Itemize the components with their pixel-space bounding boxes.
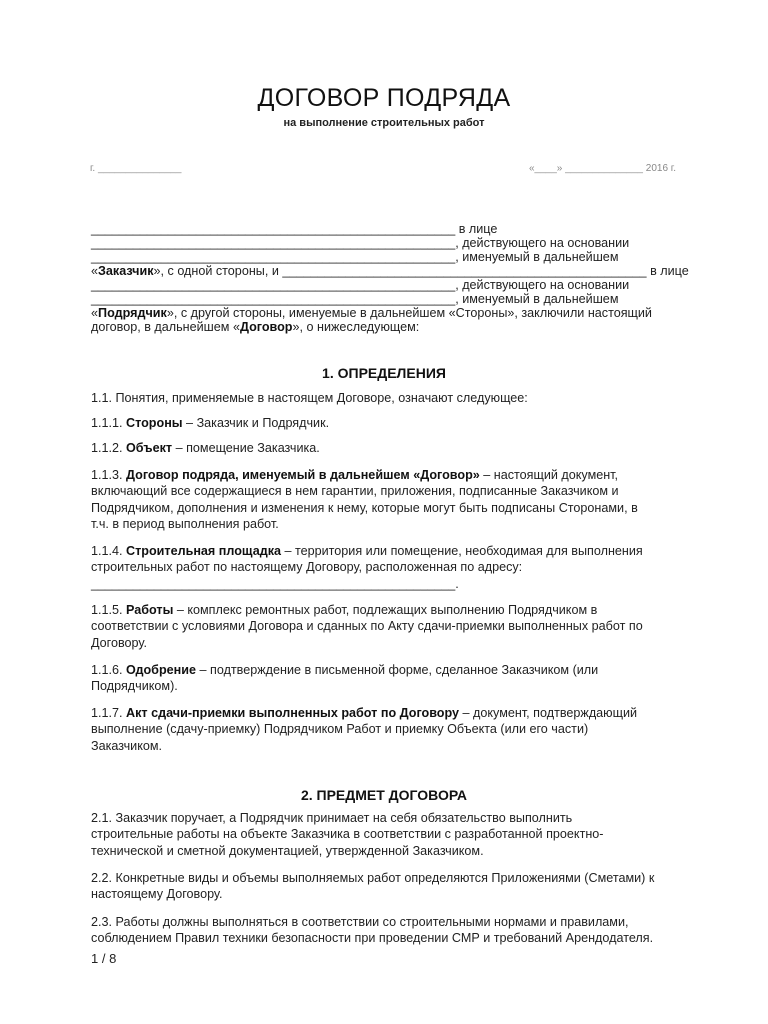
clause-1-1-4: 1.1.4. Строительная площадка – территория или помещение, необходимая для выполнения строительных работ по настоящему Договору, расположенная по адресу: ____________________________________________________. [91, 544, 643, 591]
preamble-line: договор, в дальнейшем «Договор», о нижеследующем: [91, 320, 420, 334]
preamble-line: «Подрядчик», с другой стороны, именуемые в дальнейшем «Стороны», заключили настоящий [91, 306, 652, 320]
clause-2-2: 2.2. Конкретные виды и объемы выполняемых работ определяются Приложениями (Сметами) к настоящему Договору. [91, 871, 655, 902]
clause-1-1-2: 1.1.2. Объект – помещение Заказчика. [91, 441, 320, 455]
contractor-term: Подрядчик [98, 306, 167, 320]
contract-term: Договор [239, 320, 293, 334]
preamble-line: ____________________________________________________ в лице [91, 222, 498, 236]
preamble-line: ____________________________________________________, действующего на основании [91, 278, 630, 292]
clause-1-1-7: 1.1.7. Акт сдачи-приемки выполненных работ по Договору – документ, подтверждающий выполнение (сдачу-приемку) Подрядчиком Работ и приемку Объекта (или его части) Заказчиком. [91, 706, 638, 753]
preamble-line: «Заказчик», с одной стороны, и ____________________________________________________ в лице [91, 264, 689, 278]
clause-1-1: 1.1. Понятия, применяемые в настоящем Договоре, означают следующее: [91, 391, 528, 405]
clause-2-3: 2.3. Работы должны выполняться в соответствии со строительными нормами и правилами, соблюдением Правил техники безопасности при проведении СМР и требований Арендодателя. [91, 915, 654, 946]
preamble-line: ____________________________________________________, именуемый в дальнейшем [91, 292, 619, 306]
clause-1-1-5: 1.1.5. Работы – комплекс ремонтных работ, подлежащих выполнению Подрядчиком в соответствии с условиями Договора и сданных по Акту сдачи-приемки выполненных работ по Договору. [91, 603, 643, 650]
preamble-line: ____________________________________________________, действующего на основании [91, 236, 630, 250]
clause-1-1-1: 1.1.1. Стороны – Заказчик и Подрядчик. [91, 416, 330, 430]
page-number: 1 / 8 [91, 951, 117, 966]
section-heading-subject: 2. ПРЕДМЕТ ДОГОВОРА [300, 787, 468, 803]
section-heading-definitions: 1. ОПРЕДЕЛЕНИЯ [322, 365, 446, 381]
customer-term: Заказчик [98, 264, 154, 278]
document-title: ДОГОВОР ПОДРЯДА [257, 84, 511, 112]
clause-2-1: 2.1. Заказчик поручает, а Подрядчик принимает на себя обязательство выполнить строительные работы на объекте Заказчика в соответствии с разработанной проектно- технической и сметной документацией, утвержденной Заказчиком. [91, 811, 604, 858]
clause-1-1-3: 1.1.3. Договор подряда, именуемый в дальнейшем «Договор» – настоящий документ, включающий все содержащиеся в нем гарантии, приложения, подписанные Заказчиком и Подрядчиком, дополнения и изменения к нему, которые могут быть подписаны Сторонами, в т.ч. в период выполнения работ. [91, 468, 638, 532]
city-field: г. _______________ [90, 163, 182, 174]
preamble-line: ____________________________________________________, именуемый в дальнейшем [91, 250, 619, 264]
clause-1-1-6: 1.1.6. Одобрение – подтверждение в письменной форме, сделанное Заказчиком (или Подрядчиком). [91, 663, 599, 694]
date-field: «____» ______________ 2016 г. [528, 163, 676, 174]
document-subtitle: на выполнение строительных работ [283, 117, 485, 129]
